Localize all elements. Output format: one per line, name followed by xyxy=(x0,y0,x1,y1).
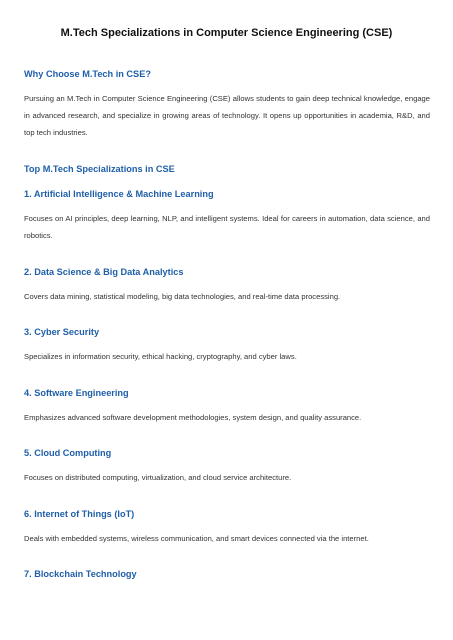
specialization-heading-software-engineering: 4. Software Engineering xyxy=(24,388,129,398)
why-paragraph: Pursuing an M.Tech in Computer Science Engineering (CSE) allows students to gain deep technical knowledge, engage in advanced research, and specialize in growing areas of technology. It opens up opportunities in academia, R&D, and top tech industries. xyxy=(24,94,430,137)
specialization-heading-iot: 6. Internet of Things (IoT) xyxy=(24,509,135,519)
why-heading: Why Choose M.Tech in CSE? xyxy=(24,69,151,79)
specialization-body-cyber-security: Specializes in information security, ethical hacking, cryptography, and cyber laws. xyxy=(24,352,297,361)
specialization-heading-ai-ml: 1. Artificial Intelligence & Machine Learning xyxy=(24,189,214,199)
specialization-body-data-science: Covers data mining, statistical modeling, big data technologies, and real-time data processing. xyxy=(24,292,341,301)
specialization-heading-cloud-computing: 5. Cloud Computing xyxy=(24,448,112,458)
top-specializations-heading: Top M.Tech Specializations in CSE xyxy=(24,164,175,174)
page-title: M.Tech Specializations in Computer Science Engineering (CSE) xyxy=(60,27,393,39)
specialization-heading-data-science: 2. Data Science & Big Data Analytics xyxy=(24,267,184,277)
specialization-body-ai-ml: Focuses on AI principles, deep learning, NLP, and intelligent systems. Ideal for careers in automation, data science, and robotics. xyxy=(24,214,430,240)
specialization-body-cloud-computing: Focuses on distributed computing, virtualization, and cloud service architecture. xyxy=(24,473,292,482)
specialization-heading-cyber-security: 3. Cyber Security xyxy=(24,327,100,337)
specialization-body-iot: Deals with embedded systems, wireless communication, and smart devices connected via the internet. xyxy=(24,534,369,543)
specialization-heading-blockchain: 7. Blockchain Technology xyxy=(24,569,137,579)
specialization-body-software-engineering: Emphasizes advanced software development methodologies, system design, and quality assurance. xyxy=(24,413,362,422)
